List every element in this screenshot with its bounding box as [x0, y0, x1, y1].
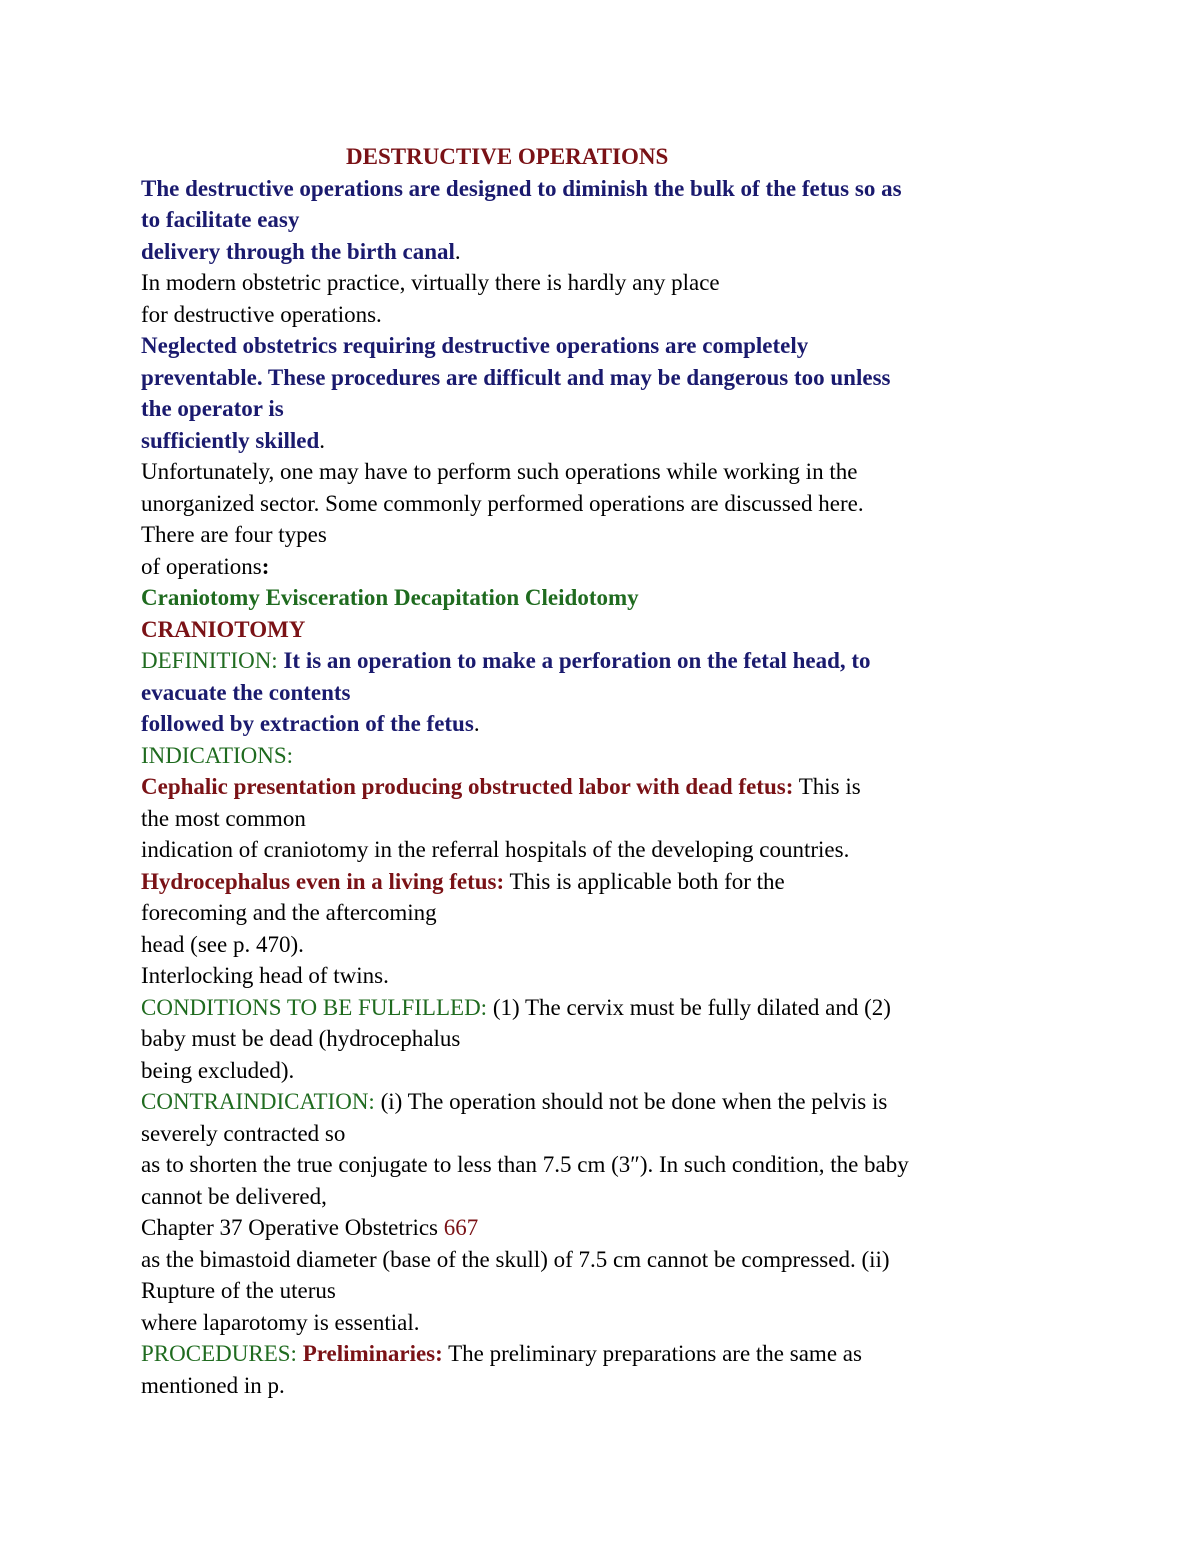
modern-practice-line: In modern obstetric practice, virtually there is hardly any place	[141, 270, 720, 295]
unfortunately-line: Unfortunately, one may have to perform such operations while working in the	[141, 459, 858, 484]
chapter-footer	[141, 1212, 1061, 1244]
definition-line	[141, 645, 1061, 677]
modern-practice-line: for destructive operations.	[141, 301, 382, 327]
contraindication-line: cannot be delivered,	[141, 1183, 327, 1209]
procedures-text: The preliminary preparations are the same as	[442, 1341, 862, 1366]
conditions-line: baby must be dead (hydrocephalus	[141, 1026, 461, 1051]
procedures-line: mentioned in p.	[141, 1372, 285, 1398]
indications-label: INDICATIONS:	[141, 742, 294, 768]
indication-item	[141, 866, 1061, 898]
indication-title: Cephalic presentation producing obstructed labor with dead fetus:	[141, 774, 794, 799]
neglected-line: the operator is	[141, 396, 284, 421]
contraindication-label: CONTRAINDICATION:	[141, 1089, 375, 1114]
contraindication-text: (i) The operation should not be done when the pelvis is	[374, 1089, 888, 1114]
contraindication-line: severely contracted so	[141, 1120, 346, 1146]
procedures-label: PROCEDURES:	[141, 1341, 297, 1366]
neglected-line	[141, 425, 1061, 457]
conditions-line: being excluded).	[141, 1057, 295, 1083]
unfortunately-line: unorganized sector. Some commonly performed operations are discussed here.	[141, 490, 864, 516]
intro-line: to facilitate easy	[141, 207, 300, 232]
neglected-text: sufficiently skilled	[141, 427, 320, 453]
definition-text: It is an operation to make a perforation on the fetal head, to	[283, 648, 871, 673]
indication-title: Hydrocephalus even in a living fetus:	[141, 868, 505, 894]
definition-label: DEFINITION:	[141, 648, 284, 673]
indication-item: the most common	[141, 805, 306, 831]
neglected-line: Neglected obstetrics requiring destructive operations are completely	[141, 333, 809, 358]
document-body	[141, 141, 1061, 1401]
indication-item: head (see p. 470).	[141, 931, 304, 957]
neglected-line: preventable. These procedures are difficult and may be dangerous too unless	[141, 364, 891, 390]
contraindication-line: as the bimastoid diameter (base of the skull) of 7.5 cm cannot be compressed. (ii)	[141, 1246, 890, 1272]
conditions-text: (1) The cervix must be fully dilated and (2)	[487, 994, 891, 1020]
contraindication-line: where laparotomy is essential.	[141, 1309, 420, 1335]
conditions-line	[141, 992, 1061, 1024]
craniotomy-heading: CRANIOTOMY	[141, 616, 306, 642]
indication-item: indication of craniotomy in the referral hospitals of the developing countries.	[141, 837, 850, 862]
intro-period: .	[454, 238, 461, 264]
operation-types-list: Craniotomy Evisceration Decapitation Cleidotomy	[141, 585, 639, 610]
intro-text: delivery through the birth canal	[141, 238, 455, 264]
indication-item: Interlocking head of twins.	[141, 963, 389, 988]
definition-period: .	[473, 711, 480, 736]
definition-line	[141, 708, 1061, 740]
conditions-label: CONDITIONS TO BE FULFILLED:	[141, 994, 488, 1020]
contraindication-line: Rupture of the uterus	[141, 1278, 336, 1303]
indication-item: forecoming and the aftercoming	[141, 900, 437, 925]
contraindication-line: as to shorten the true conjugate to less than 7.5 cm (3″). In such condition, the baby	[141, 1152, 909, 1177]
page-number: 667	[443, 1215, 479, 1240]
unfortunately-colon: :	[261, 553, 270, 579]
intro-line	[141, 236, 1061, 268]
unfortunately-text: of operations	[141, 553, 262, 579]
indication-item	[141, 771, 1061, 803]
definition-line: evacuate the contents	[141, 679, 351, 705]
intro-line: The destructive operations are designed to diminish the bulk of the fetus so as	[141, 175, 902, 201]
unfortunately-line: There are four types	[141, 522, 327, 547]
unfortunately-line	[141, 551, 1061, 583]
indication-text: This is	[793, 774, 861, 799]
neglected-period: .	[319, 427, 326, 453]
chapter-title: Chapter 37 Operative Obstetrics	[141, 1215, 444, 1240]
preliminaries-label: Preliminaries:	[296, 1341, 443, 1366]
document-title: DESTRUCTIVE OPERATIONS	[346, 144, 669, 169]
indication-text: This is applicable both for the	[504, 868, 785, 894]
procedures-line	[141, 1338, 1061, 1370]
definition-text: followed by extraction of the fetus	[141, 711, 474, 736]
contraindication-line	[141, 1086, 1061, 1118]
